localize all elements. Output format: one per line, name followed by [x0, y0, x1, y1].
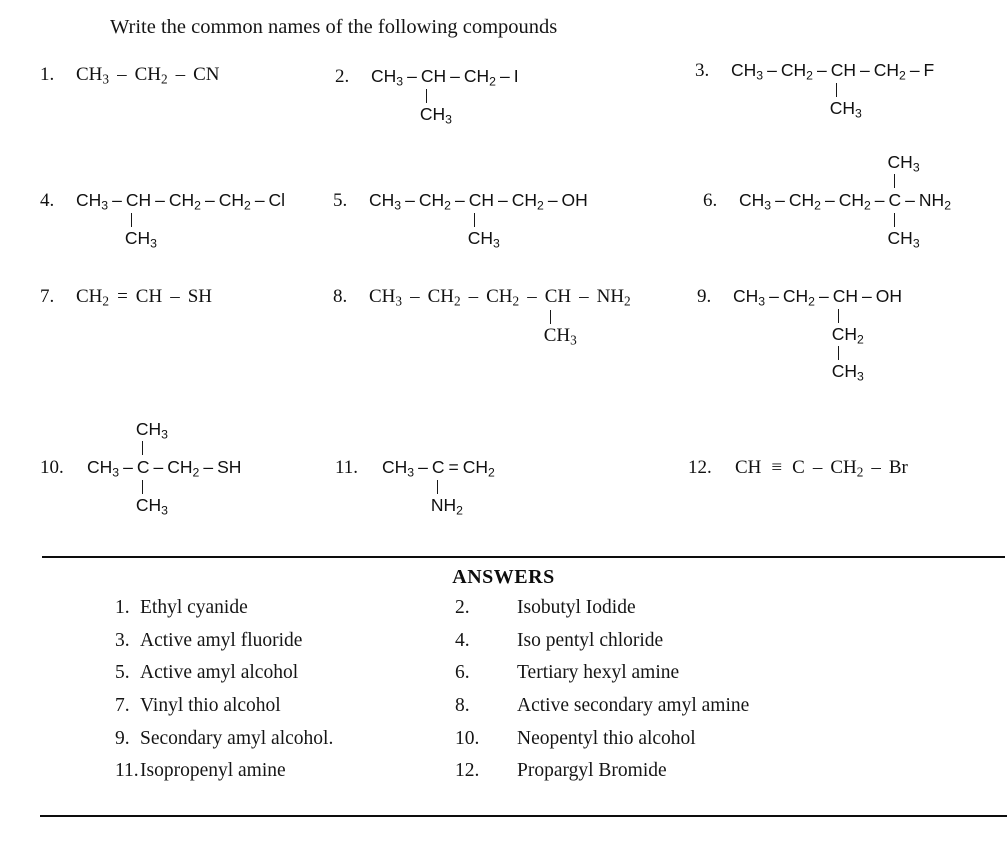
atom-group: $CH_3$ — [76, 190, 109, 213]
compound-6 — [703, 152, 952, 251]
atom-group: $CH_3$ — [371, 66, 404, 89]
compound-7 — [40, 286, 212, 308]
bond-symbol: – — [254, 190, 265, 210]
answer-item — [115, 657, 333, 690]
branch-atom-group: $CH_3$ — [419, 104, 452, 127]
atom-group: $CH_2$ — [168, 190, 201, 213]
branch-anchor — [430, 457, 463, 518]
branch-atom-group: $CH_2$ — [831, 324, 864, 347]
branch-anchor — [543, 286, 577, 348]
branch-below — [419, 87, 452, 127]
atom-group: CH — [420, 66, 447, 86]
atom-group: $CH_2$ — [463, 66, 496, 89]
atom-group: $CH_2$ — [134, 64, 168, 87]
atom-group: CH — [832, 286, 858, 306]
branch-above — [136, 420, 168, 457]
branch-below — [430, 478, 463, 518]
bond-symbol: – — [818, 286, 829, 306]
answer-number: 10. — [455, 727, 480, 749]
bond-symbol: – — [769, 286, 779, 306]
atom-group: $CH_2$ — [218, 190, 251, 213]
vertical-bond — [426, 89, 427, 103]
bond-symbol: – — [909, 60, 920, 80]
branch-atom-group: $NH_2$ — [430, 495, 463, 518]
atom-group: $CH_3$ — [76, 64, 110, 87]
answer-text: Active secondary amyl amine — [517, 695, 750, 717]
atom-group: $CH_2$ — [830, 457, 864, 480]
atom-group: CN — [193, 64, 220, 85]
branch-anchor — [829, 60, 862, 121]
compound-12-number: 12. — [688, 457, 712, 478]
atom-group: $NH_2$ — [596, 286, 631, 309]
compound-8-number: 8. — [333, 286, 348, 307]
vertical-bond — [894, 213, 895, 227]
bond-symbol: – — [153, 457, 164, 477]
vertical-bond — [437, 480, 438, 494]
branch-above — [888, 153, 920, 190]
compound-7-number: 7. — [40, 286, 55, 307]
atom-group: $CH_2$ — [838, 190, 871, 213]
bond-symbol: – — [468, 286, 479, 307]
atom-group: C — [792, 457, 805, 478]
answer-item — [115, 755, 333, 788]
atom-group: CH — [544, 286, 572, 307]
atom-group: CH — [735, 457, 762, 478]
atom-group: CH — [135, 286, 163, 307]
branch-below — [829, 81, 862, 121]
compound-7-formula — [76, 286, 212, 308]
bond-symbol: – — [767, 60, 777, 80]
answer-item — [115, 722, 333, 755]
vertical-bond — [894, 174, 895, 188]
bond-symbol: = — [117, 286, 128, 307]
compound-5-formula — [369, 190, 588, 251]
answer-number: 12. — [455, 760, 480, 782]
vertical-bond — [838, 346, 839, 360]
answer-number: 7. — [115, 695, 130, 717]
answers-heading: ANSWERS — [452, 566, 555, 588]
bond-symbol: – — [579, 286, 589, 307]
bond-symbol: – — [204, 190, 215, 210]
atom-group: CH — [125, 190, 152, 210]
bond-symbol: – — [861, 286, 872, 306]
atom-group: OH — [561, 190, 588, 210]
answer-item — [455, 592, 749, 625]
answer-item — [455, 657, 749, 690]
compound-6-number: 6. — [703, 190, 718, 211]
branch-atom-group: $CH_3$ — [135, 495, 168, 518]
atom-group: C — [888, 190, 902, 210]
bond-symbol: – — [405, 190, 415, 210]
bond-symbol: – — [203, 457, 214, 477]
bond-symbol: – — [497, 190, 508, 210]
answer-item — [455, 722, 749, 755]
branch-anchor — [419, 66, 452, 127]
atom-group: $CH_2$ — [486, 286, 520, 309]
answer-number: 1. — [115, 597, 130, 619]
answers-column-right — [455, 592, 749, 788]
compound-10-formula — [87, 419, 242, 518]
bond-symbol: – — [816, 60, 827, 80]
branch-below — [124, 211, 157, 251]
compound-2-formula — [371, 66, 519, 127]
branch-atom-group: $CH_3$ — [887, 228, 920, 251]
compound-1-formula — [76, 64, 220, 86]
answer-item — [455, 625, 749, 658]
vertical-bond — [142, 441, 143, 455]
branch-atom-group: $CH_3$ — [124, 228, 157, 251]
page-title: Write the common names of the following compounds — [110, 16, 558, 38]
atom-group: $CH_3$ — [87, 457, 120, 480]
bond-symbol: – — [170, 286, 180, 307]
answer-text: Active amyl alcohol — [140, 662, 299, 684]
answer-text: Vinyl thio alcohol — [140, 695, 281, 717]
bond-symbol: – — [407, 66, 417, 86]
atom-group: $CH_2$ — [511, 190, 544, 213]
answer-text: Tertiary hexyl amine — [517, 662, 680, 684]
answer-number: 3. — [115, 629, 130, 651]
answer-text: Secondary amyl alcohol. — [140, 727, 334, 749]
answer-number: 11. — [115, 760, 139, 782]
bond-symbol: – — [155, 190, 165, 210]
atom-group: $CH_2$ — [788, 190, 821, 213]
compound-6-formula — [739, 152, 952, 251]
bond-symbol: – — [859, 60, 870, 80]
answers-column-left — [115, 592, 333, 788]
answer-text: Ethyl cyanide — [140, 597, 248, 619]
atom-group: Cl — [268, 190, 286, 210]
branch-anchor — [831, 286, 864, 384]
answer-item — [115, 690, 333, 723]
bond-symbol: – — [450, 66, 460, 86]
compound-2 — [335, 66, 519, 127]
compound-11 — [335, 457, 495, 518]
answer-number: 6. — [455, 662, 470, 684]
branch-anchor — [887, 152, 920, 251]
atom-group: $CH_2$ — [462, 457, 495, 480]
atom-group: $CH_2$ — [780, 60, 813, 83]
atom-group: I — [513, 66, 519, 86]
vertical-bond — [142, 480, 143, 494]
answer-text: Propargyl Bromide — [517, 760, 667, 782]
branch-atom-group: $CH_3$ — [135, 419, 168, 442]
compound-5-number: 5. — [333, 190, 348, 211]
atom-group: $CH_2$ — [418, 190, 451, 213]
bond-symbol: – — [527, 286, 537, 307]
atom-group: $CH_3$ — [369, 190, 402, 213]
atom-group: $CH_3$ — [369, 286, 403, 309]
atom-group: $CH_2$ — [873, 60, 906, 83]
bond-symbol: – — [117, 64, 127, 85]
compound-3 — [695, 60, 935, 121]
answer-number: 9. — [115, 727, 130, 749]
answer-number: 4. — [455, 629, 470, 651]
bond-symbol: – — [905, 190, 915, 210]
atom-group: $CH_2$ — [167, 457, 200, 480]
atom-group: C — [431, 457, 445, 477]
answer-item — [455, 755, 749, 788]
atom-group: $CH_3$ — [382, 457, 415, 480]
compound-2-number: 2. — [335, 66, 350, 87]
compound-4 — [40, 190, 286, 251]
bond-symbol: – — [874, 190, 885, 210]
compound-9-formula — [733, 286, 902, 384]
bond-symbol: – — [824, 190, 835, 210]
bond-symbol: ≡ — [771, 457, 783, 478]
branch-below — [887, 211, 920, 251]
vertical-bond — [838, 309, 839, 323]
compound-5 — [333, 190, 588, 251]
branch-anchor — [124, 190, 157, 251]
atom-group: SH — [187, 286, 212, 307]
branch-atom-group: $CH_3$ — [467, 228, 500, 251]
bond-symbol: – — [775, 190, 785, 210]
branch-atom-group: $CH_3$ — [887, 152, 920, 175]
bond-symbol: – — [812, 457, 823, 478]
vertical-bond — [836, 83, 837, 97]
vertical-bond — [474, 213, 475, 227]
atom-group: $CH_2$ — [782, 286, 815, 309]
branch-anchor — [467, 190, 500, 251]
compound-3-formula — [731, 60, 935, 121]
answer-text: Neopentyl thio alcohol — [517, 727, 696, 749]
atom-group: SH — [217, 457, 242, 477]
atom-group: CH — [830, 60, 856, 80]
compound-12 — [688, 457, 908, 479]
answer-item — [115, 592, 333, 625]
bond-symbol: – — [871, 457, 881, 478]
branch-below — [467, 211, 500, 251]
answer-number: 8. — [455, 695, 470, 717]
answer-text: Active amyl fluoride — [140, 629, 303, 651]
compound-4-number: 4. — [40, 190, 55, 211]
compound-1 — [40, 64, 220, 86]
vertical-bond — [131, 213, 132, 227]
answer-text: Isopropenyl amine — [140, 760, 286, 782]
compound-11-formula — [382, 457, 495, 518]
answer-number: 2. — [455, 597, 470, 619]
branch-below — [135, 478, 168, 518]
branch-atom-group: $CH_3$ — [831, 361, 864, 384]
bond-symbol: = — [448, 457, 459, 477]
answer-text: Iso pentyl chloride — [517, 629, 664, 651]
branch-below — [543, 308, 577, 348]
branch-atom-group: $CH_3$ — [543, 325, 577, 348]
separator-rule-bottom — [40, 815, 1007, 817]
bond-symbol: – — [123, 457, 133, 477]
atom-group: $CH_2$ — [427, 286, 461, 309]
compound-8 — [333, 286, 631, 348]
bond-symbol: – — [547, 190, 558, 210]
atom-group: C — [136, 457, 150, 477]
atom-group: $NH_2$ — [918, 190, 952, 213]
atom-group: $CH_3$ — [731, 60, 764, 83]
answer-item — [115, 625, 333, 658]
branch-anchor — [135, 419, 168, 518]
bond-symbol: – — [454, 190, 465, 210]
compound-3-number: 3. — [695, 60, 710, 81]
bond-symbol: – — [112, 190, 122, 210]
atom-group: CH — [468, 190, 494, 210]
bond-symbol: – — [418, 457, 428, 477]
compound-12-formula — [735, 457, 908, 479]
compound-10 — [40, 419, 242, 518]
branch-atom-group: $CH_3$ — [829, 98, 862, 121]
compound-9-number: 9. — [697, 286, 712, 307]
atom-group: OH — [875, 286, 902, 306]
vertical-bond — [550, 310, 551, 324]
answer-number: 5. — [115, 662, 130, 684]
bond-symbol: – — [175, 64, 186, 85]
answer-text: Isobutyl Iodide — [517, 597, 636, 619]
atom-group: Br — [888, 457, 908, 478]
separator-rule-top — [42, 556, 1005, 558]
atom-group: F — [923, 60, 935, 80]
compound-11-number: 11. — [335, 457, 359, 478]
branch-below — [831, 307, 864, 384]
atom-group: $CH_3$ — [739, 190, 772, 213]
answer-item — [455, 690, 749, 723]
compound-4-formula — [76, 190, 286, 251]
compound-8-formula — [369, 286, 631, 348]
compound-9 — [697, 286, 902, 384]
bond-symbol: – — [499, 66, 510, 86]
compound-10-number: 10. — [40, 457, 64, 478]
bond-symbol: – — [410, 286, 420, 307]
atom-group: $CH_3$ — [733, 286, 766, 309]
atom-group: $CH_2$ — [76, 286, 110, 309]
compound-1-number: 1. — [40, 64, 55, 85]
